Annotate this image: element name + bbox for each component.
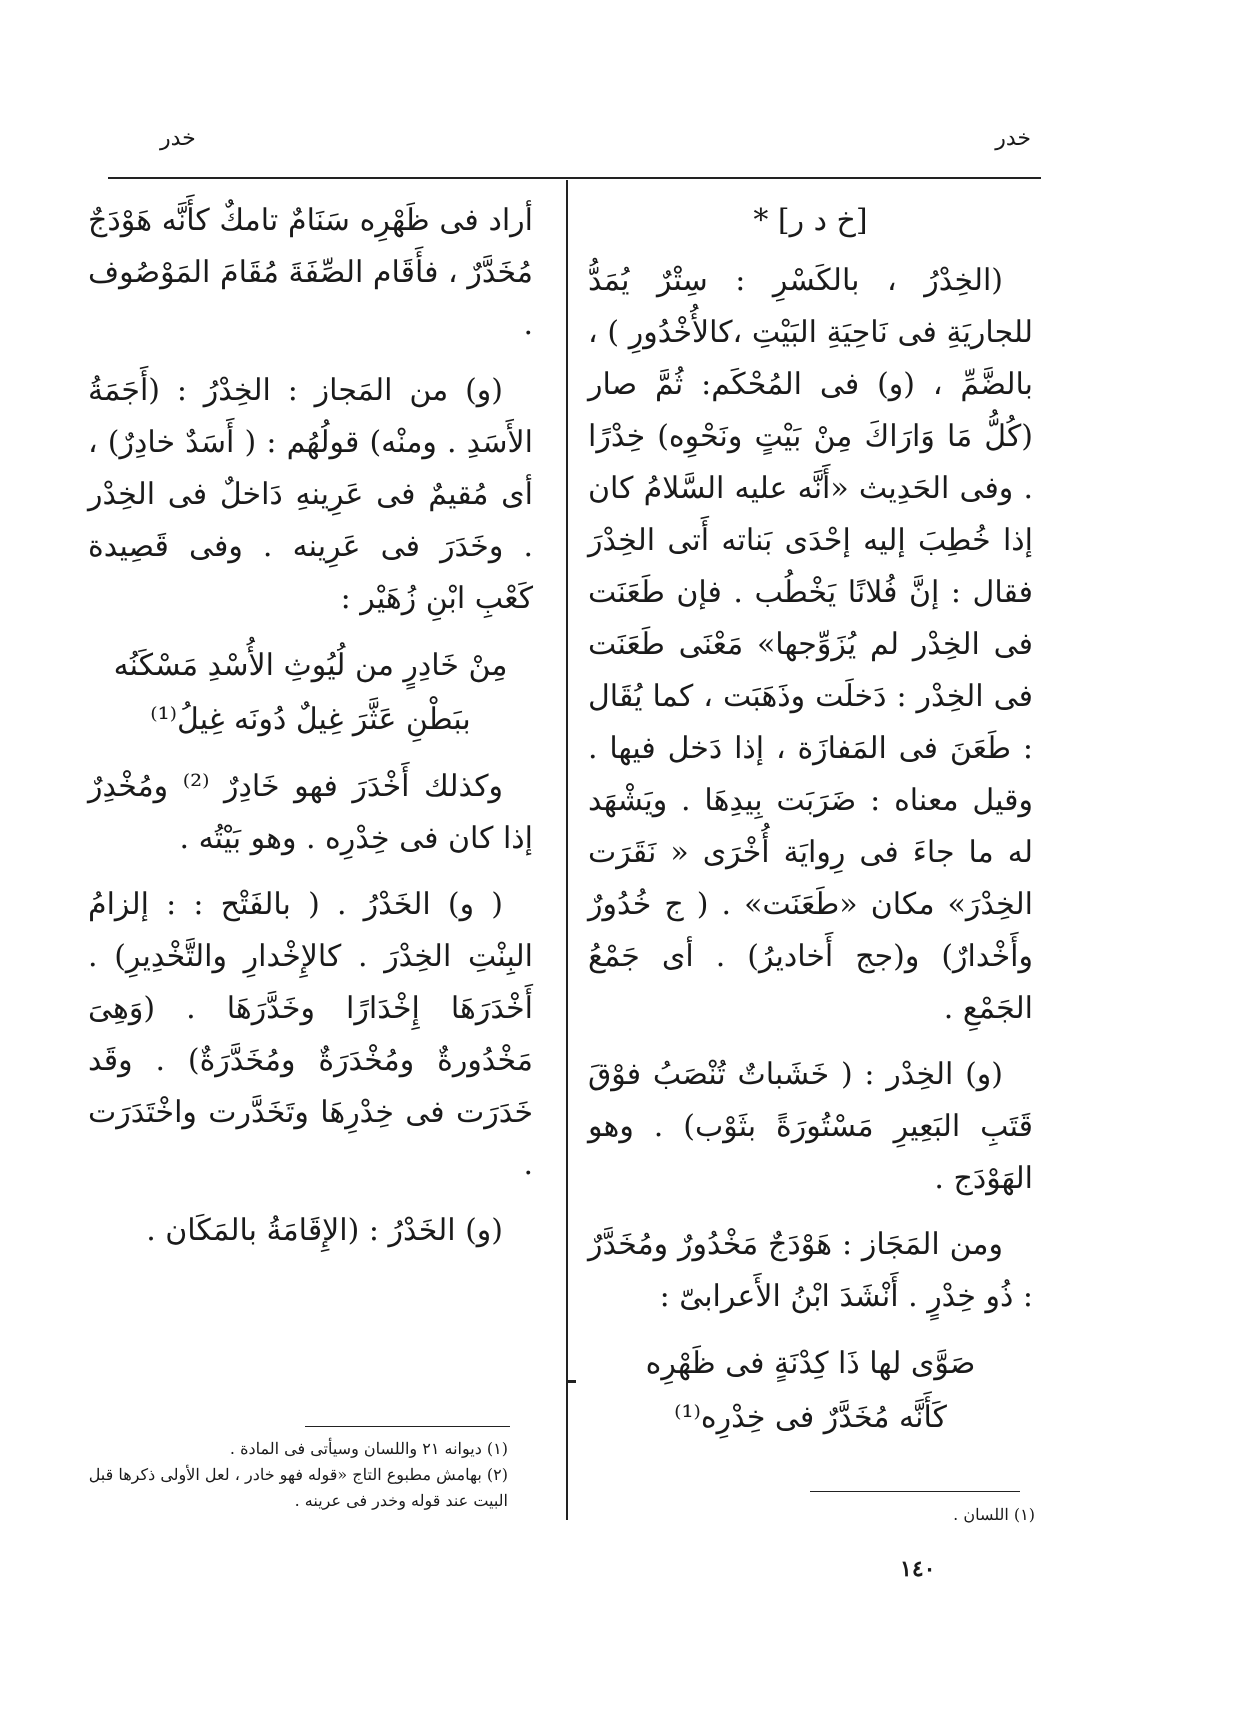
footnotes-right [810, 1502, 1035, 1528]
footnote: (١) اللسان . [953, 1505, 1035, 1524]
paragraph: وكذلك أَخْدَرَ فهو خَادِرٌ ⁽²⁾ ومُخْدِرٌ إذا كان فى خِدْرِه . وهو بَيْتُه . [88, 769, 533, 856]
verse-line: مِنْ خَادِرٍ من لُيُوثِ الأُسْدِ مَسْكَنُه [113, 648, 508, 683]
footnote-rule [305, 1426, 510, 1427]
verse-line: كَأَنَّه مُخَدَّرٌ فى خِدْرِه⁽¹⁾ [674, 1400, 947, 1435]
verse [88, 639, 533, 747]
verse-line: ببَطْنِ عَثَّرَ غِيلٌ دُونَه غِيلُ⁽¹⁾ [150, 702, 471, 737]
verse [588, 1337, 1033, 1445]
running-head-left: خدر [160, 126, 196, 151]
paragraph: (و) الخِدْر : ( خَشَباتٌ تُنْصَبُ فوْقَ قَتَبِ البَعِيرِ مَسْتُورَةً بثَوْب) . وهو الهَوْدَج . [588, 1057, 1033, 1196]
margin-mark [566, 1380, 576, 1383]
left-column [88, 195, 533, 1271]
page-number: ١٤٠ [900, 1556, 936, 1582]
running-head-right: خدر [995, 126, 1031, 151]
footnote: (١) ديوانه ٢١ واللسان وسيأتى فى المادة . [229, 1439, 508, 1458]
verse-line: صَوَّى لها ذَا كِدْنَةٍ فى ظَهْرِه [645, 1346, 976, 1381]
footnote-rule [810, 1491, 1020, 1492]
footnote: (٢) بهامش مطبوع التاج «قوله فهو خادر ، لعل الأولى ذكرها قبل البيت عند قوله وخدر فى عرينه . [88, 1465, 508, 1510]
paragraph: ومن المَجَاز : هَوْدَجٌ مَخْدُورٌ ومُخَدَّرٌ : ذُو خِدْرٍ . أَنْشَدَ ابْنُ الأَعرابىّ : [588, 1227, 1033, 1314]
paragraph: ( و) الخَدْرُ . ( بالفَتْح : : إلزامُ البِنْتِ الخِدْرَ . كالإِخْدارِ والتَّخْدِيرِ) . أَخْدَرَهَا إِخْدَارًا وخَدَّرَهَا . (وَهِىَ مَخْدُورةٌ ومُخْدَرَةٌ ومُخَدَّرَةٌ) . وقَد خَدَرَت فى خِدْرِهَا وتَخَدَّرت واخْتَدَرَت . [88, 887, 533, 1182]
right-column [588, 195, 1033, 1459]
paragraph: (الخِدْرُ ، بالكَسْرِ : سِتْرٌ يُمَدُّ للجاريَةِ فى نَاحِيَةِ البَيْتِ ،كالأُخْدُورِ ) ، بالضَّمِّ ، (و) فى المُحْكَم: ثُمَّ صار (كُلُّ مَا وَارَاكَ مِنْ بَيْتٍ ونَحْوِه) خِدْرًا . وفى الحَدِيث «أَنَّه عليه السَّلامُ كان إذا خُطِبَ إليه إحْدَى بَناته أَتى الخِدْرَ فقال : إنَّ فُلانًا يَخْطُب . فإن طَعَنَت فى الخِدْر لم يُزَوِّجها» مَعْنَى طَعَنَت فى الخِدْر : دَخلَت وذَهَبَت ، كما يُقَال : طَعَنَ فى المَفازَة ، إذا دَخل فيها . وقيل معناه : ضَرَبَت بِيدِهَا . ويَشْهَد له ما جاءَ فى رِوايَة أُخْرَى « نَقَرَت الخِدْرَ» مكان «طَعَنَت» . ( ج خُدُورٌ وأَخْدارٌ) و(جج أَخاديرُ) . أى جَمْعُ الجَمْعِ . [588, 263, 1033, 1026]
paragraph: (و) الخَدْرُ : (الإِقَامَةُ بالمَكَان . [146, 1213, 503, 1248]
footnotes-left [88, 1436, 508, 1514]
header-rule [108, 177, 1041, 179]
paragraph: (و) من المَجاز : الخِدْرُ : (أَجَمَةُ الأَسَدِ . ومنْه) قولُهُم : ( أَسَدٌ خادِرٌ) ، أى مُقيمٌ فى عَرِينهِ دَاخلٌ فى الخِدْر . وخَدَرَ فى عَرِينه . وفى قَصِيدة كَعْبِ ابْنِ زُهَيْر : [88, 373, 533, 616]
entry-heading: [خ د ر] * [753, 203, 868, 238]
paragraph: أراد فى ظَهْرِه سَنَامٌ تامكٌ كأَنَّه هَوْدَجٌ مُخَدَّرٌ ، فأَقَام الصِّفَةَ مُقَامَ المَوْصُوف . [88, 203, 533, 342]
column-divider [566, 180, 568, 1520]
